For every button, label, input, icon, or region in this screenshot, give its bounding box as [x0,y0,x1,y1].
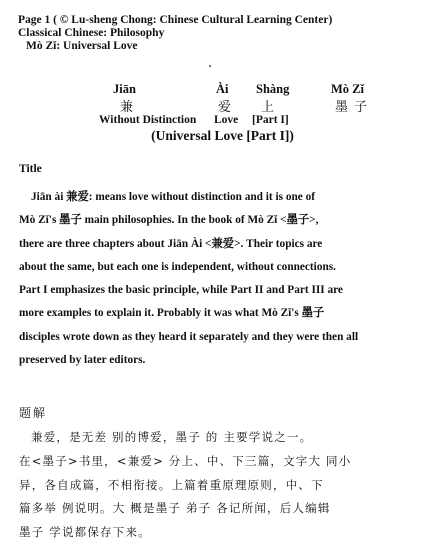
header-line-topic: Mò Zǐ: Universal Love [26,40,138,52]
gloss-without-distinction: Without Distinction [99,114,197,126]
hanzi-ai: 爱 [218,100,233,115]
pinyin-ai: Ài [216,82,229,96]
english-line: Mò Zǐ's 墨子 main philosophies. In the book of Mò Zǐ <墨子>, [19,214,319,227]
english-line: disciples wrote down as they heard it separately and they were then all [19,330,359,343]
subtitle: (Universal Love [Part I]) [151,128,294,143]
english-line: more examples to explain it. Probably it was what Mò Zǐ's 墨子 [19,307,325,320]
english-line: preserved by later editors. [19,354,146,367]
english-line: Jiān ài 兼爱: means love without distinction and it is one of [31,191,316,203]
chinese-section-heading: 题解 [19,406,48,420]
chinese-line: 异，各自成篇，不相衔接。上篇着重原理原则，中、下 [19,477,324,492]
scan-speck: • [208,63,213,71]
pinyin-jian: Jiān [113,82,136,96]
pinyin-shang: Shàng [256,82,290,96]
english-line: there are three chapters about Jiān Ài <兼爱>. Their topics are [19,237,323,250]
pinyin-mozi: Mò Zǐ [331,82,364,96]
hanzi-jian: 兼 [120,100,135,115]
gloss-part: [Part I] [252,114,289,126]
chinese-line: 兼爱，是无差 别的博爱，墨子 的 主要学说之一。 [31,430,313,444]
page-header [18,14,332,53]
english-line: Part I emphasizes the basic principle, while Part II and Part III are [19,284,343,297]
hanzi-shang: 上 [261,100,276,115]
gloss-love: Love [214,114,239,126]
chinese-paragraph [19,426,411,545]
english-section-heading: Title [19,163,42,175]
english-paragraph [19,186,411,372]
header-line-course: Classical Chinese: Philosophy [18,27,165,39]
header-line-source: Page 1 ( © Lu-sheng Chong: Chinese Cultural Learning Center) [18,14,333,26]
chinese-line: 在<墨子>书里，<兼爱> 分上、中、下三篇，文字大 同小 [19,453,352,468]
english-line: about the same, but each one is independent, without connections. [19,260,336,273]
chinese-line: 篇多举 例说明。大 概是墨子 弟子 各记所闻，后人编辑 [19,501,331,516]
hanzi-mozi: 墨 子 [335,100,369,115]
chinese-line: 墨子 学说都保存下来。 [19,525,151,540]
